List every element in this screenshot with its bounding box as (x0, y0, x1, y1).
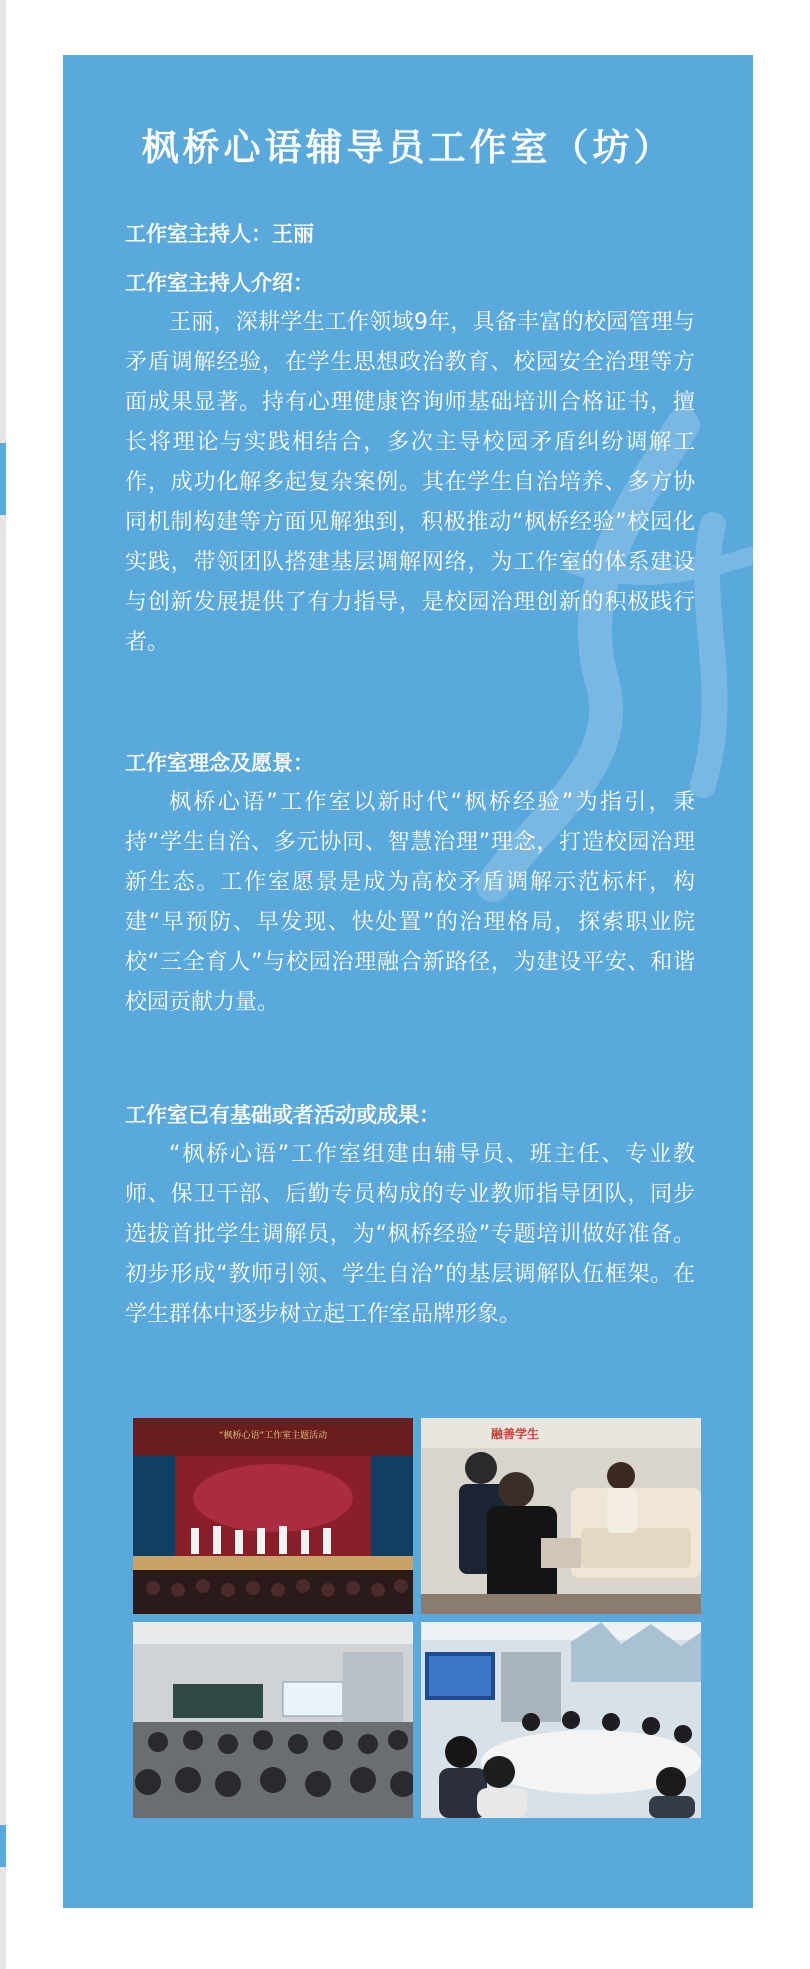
page-edge-tab (0, 1825, 6, 1867)
photo-grid (133, 1418, 701, 1815)
section-heading: 工作室已有基础或者活动或成果： (125, 1103, 440, 1127)
consultation-photo (421, 1418, 701, 1614)
classroom-photo (133, 1622, 413, 1818)
section-body: 王丽，深耕学生工作领域9年，具备丰富的校园管理与矛盾调解经验，在学生思想政治教育、校园安全治理等方面成果显著。持有心理健康咨询师基础培训合格证书，擅长将理论与实践相结合，多次主导校园矛盾纠纷调解工作，成功化解多起复杂案例。其在学生自治培养、多方协同机制构建等方面见解独到，积极推动“枫桥经验”校园化实践，带领团队搭建基层调解网络，为工作室的体系建设与创新发展提供了有力指导，是校园治理创新的积极践行者。 (125, 310, 695, 655)
page-edge-tab (0, 443, 6, 515)
page-edge-strip (0, 0, 6, 1969)
page-title: 枫桥心语辅导员工作室（坊） (141, 126, 675, 169)
section-heading: 工作室主持人介绍： (125, 271, 314, 295)
stage-banner-text: “枫桥心语”工作室主题活动 (218, 1431, 328, 1441)
section-body: “枫桥心语”工作室组建由辅导员、班主任、专业教师、保卫干部、后勤专员构成的专业教师指导团队，同步选拔首批学生调解员，为“枫桥经验”专题培训做好准备。初步形成“教师引领、学生自治”的基层调解队伍框架。在学生群体中逐步树立起工作室品牌形象。 (125, 1142, 695, 1327)
meeting-photo (421, 1622, 701, 1818)
host-intro-section (125, 267, 695, 663)
wall-sign-text: 融善学生 (491, 1427, 540, 1441)
section-body: 枫桥心语”工作室以新时代“枫桥经验”为指引，秉持“学生自治、多元协同、智慧治理”理念，打造校园治理新生态。工作室愿景是成为高校矛盾调解示范标杆，构建“早预防、早发现、快处置”的治理格局，探索职业院校“三全育人”与校园治理融合新路径，为建设平安、和谐校园贡献力量。 (125, 790, 695, 1015)
achievements-section (125, 1099, 695, 1335)
stage-performance-photo (133, 1418, 413, 1614)
intro-panel (63, 55, 753, 1908)
section-heading: 工作室理念及愿景： (125, 751, 314, 775)
host-line: 工作室主持人：王丽 (125, 222, 314, 246)
vision-section (125, 747, 695, 1023)
